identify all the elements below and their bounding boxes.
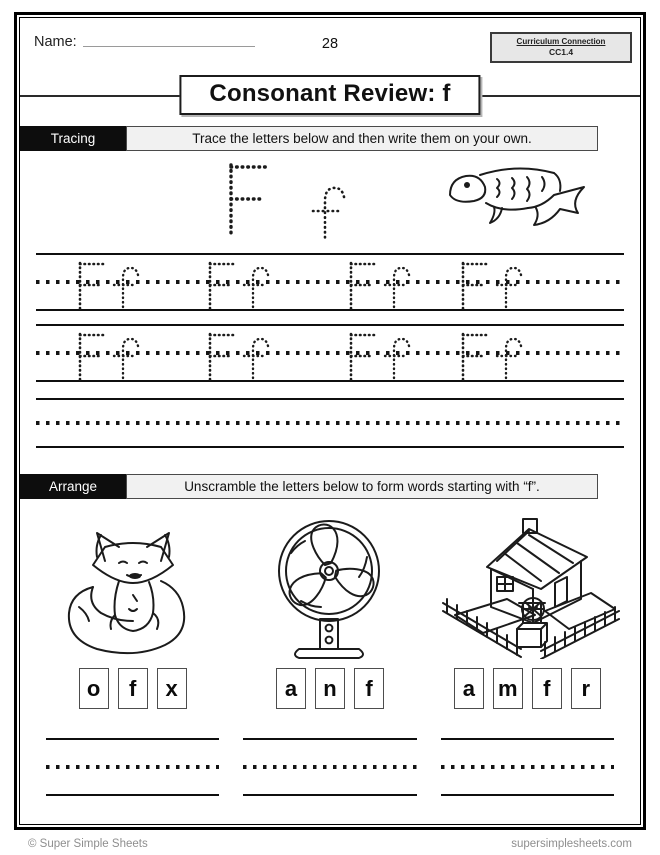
name-label: Name:	[34, 34, 77, 50]
tracing-section-header	[20, 126, 598, 151]
curriculum-connection-box	[490, 32, 632, 63]
farm-illustration	[429, 511, 625, 659]
write-line-midline	[36, 421, 624, 424]
trace-pair-Ff	[68, 329, 152, 383]
letter-tiles-farm	[454, 668, 601, 709]
arrange-col-farm	[429, 509, 626, 796]
page-title: Consonant Review: f	[209, 80, 451, 107]
letter-tile[interactable]: r	[571, 668, 601, 709]
page-number: 28	[321, 36, 339, 52]
letter-tiles-fan	[276, 668, 384, 709]
arrange-instruction: Unscramble the letters below to form words starting with “f”.	[126, 474, 598, 499]
arrange-col-fan	[231, 509, 428, 796]
answer-line-fox-midline	[46, 765, 220, 768]
letter-tile[interactable]: m	[493, 668, 523, 709]
fox-illustration	[49, 517, 217, 659]
tracing-label: Tracing	[20, 126, 126, 151]
answer-line-fox[interactable]	[46, 738, 220, 796]
answer-line-farm-midline	[441, 765, 615, 768]
letter-tiles-fox	[79, 668, 187, 709]
big-dotted-letter-F[interactable]	[219, 159, 279, 243]
letter-tile[interactable]: f	[532, 668, 562, 709]
answer-line-fan-midline	[243, 765, 417, 768]
trace-pair-Ff	[198, 329, 282, 383]
letter-tile[interactable]: f	[354, 668, 384, 709]
curriculum-code: CC1.4	[548, 47, 574, 57]
header	[34, 34, 626, 68]
title-band	[34, 72, 626, 118]
small-dotted-letter-f[interactable]	[306, 183, 356, 245]
fan-illustration	[267, 513, 393, 659]
letter-tile[interactable]: n	[315, 668, 345, 709]
trace-pair-Ff	[68, 258, 152, 312]
letter-tile[interactable]: x	[157, 668, 187, 709]
arrange-section-header	[20, 474, 598, 499]
footer-copyright: © Super Simple Sheets	[28, 838, 148, 850]
worksheet-title-box	[179, 75, 480, 115]
letter-tile[interactable]: f	[118, 668, 148, 709]
trace-pair-Ff	[451, 258, 535, 312]
trace-example-row	[34, 155, 626, 253]
page-border	[14, 12, 646, 830]
arrange-col-fox	[34, 509, 231, 796]
footer-website: supersimplesheets.com	[511, 838, 632, 850]
fish-illustration	[442, 161, 592, 243]
write-line-blank[interactable]	[36, 398, 624, 448]
letter-tile[interactable]: a	[276, 668, 306, 709]
tracing-instruction: Trace the letters below and then write them on your own.	[126, 126, 598, 151]
trace-pair-Ff	[339, 258, 423, 312]
footer	[28, 838, 632, 850]
arrange-label: Arrange	[20, 474, 126, 499]
answer-line-farm[interactable]	[441, 738, 615, 796]
trace-pair-Ff	[451, 329, 535, 383]
curriculum-title: Curriculum Connection	[516, 37, 606, 46]
trace-line-1[interactable]	[36, 253, 624, 311]
page-inner-border	[19, 17, 641, 825]
arrange-grid	[34, 509, 626, 796]
trace-line-2[interactable]	[36, 324, 624, 382]
letter-tile[interactable]: a	[454, 668, 484, 709]
trace-pair-Ff	[339, 329, 423, 383]
trace-pair-Ff	[198, 258, 282, 312]
letter-tile[interactable]: o	[79, 668, 109, 709]
answer-line-fan[interactable]	[243, 738, 417, 796]
